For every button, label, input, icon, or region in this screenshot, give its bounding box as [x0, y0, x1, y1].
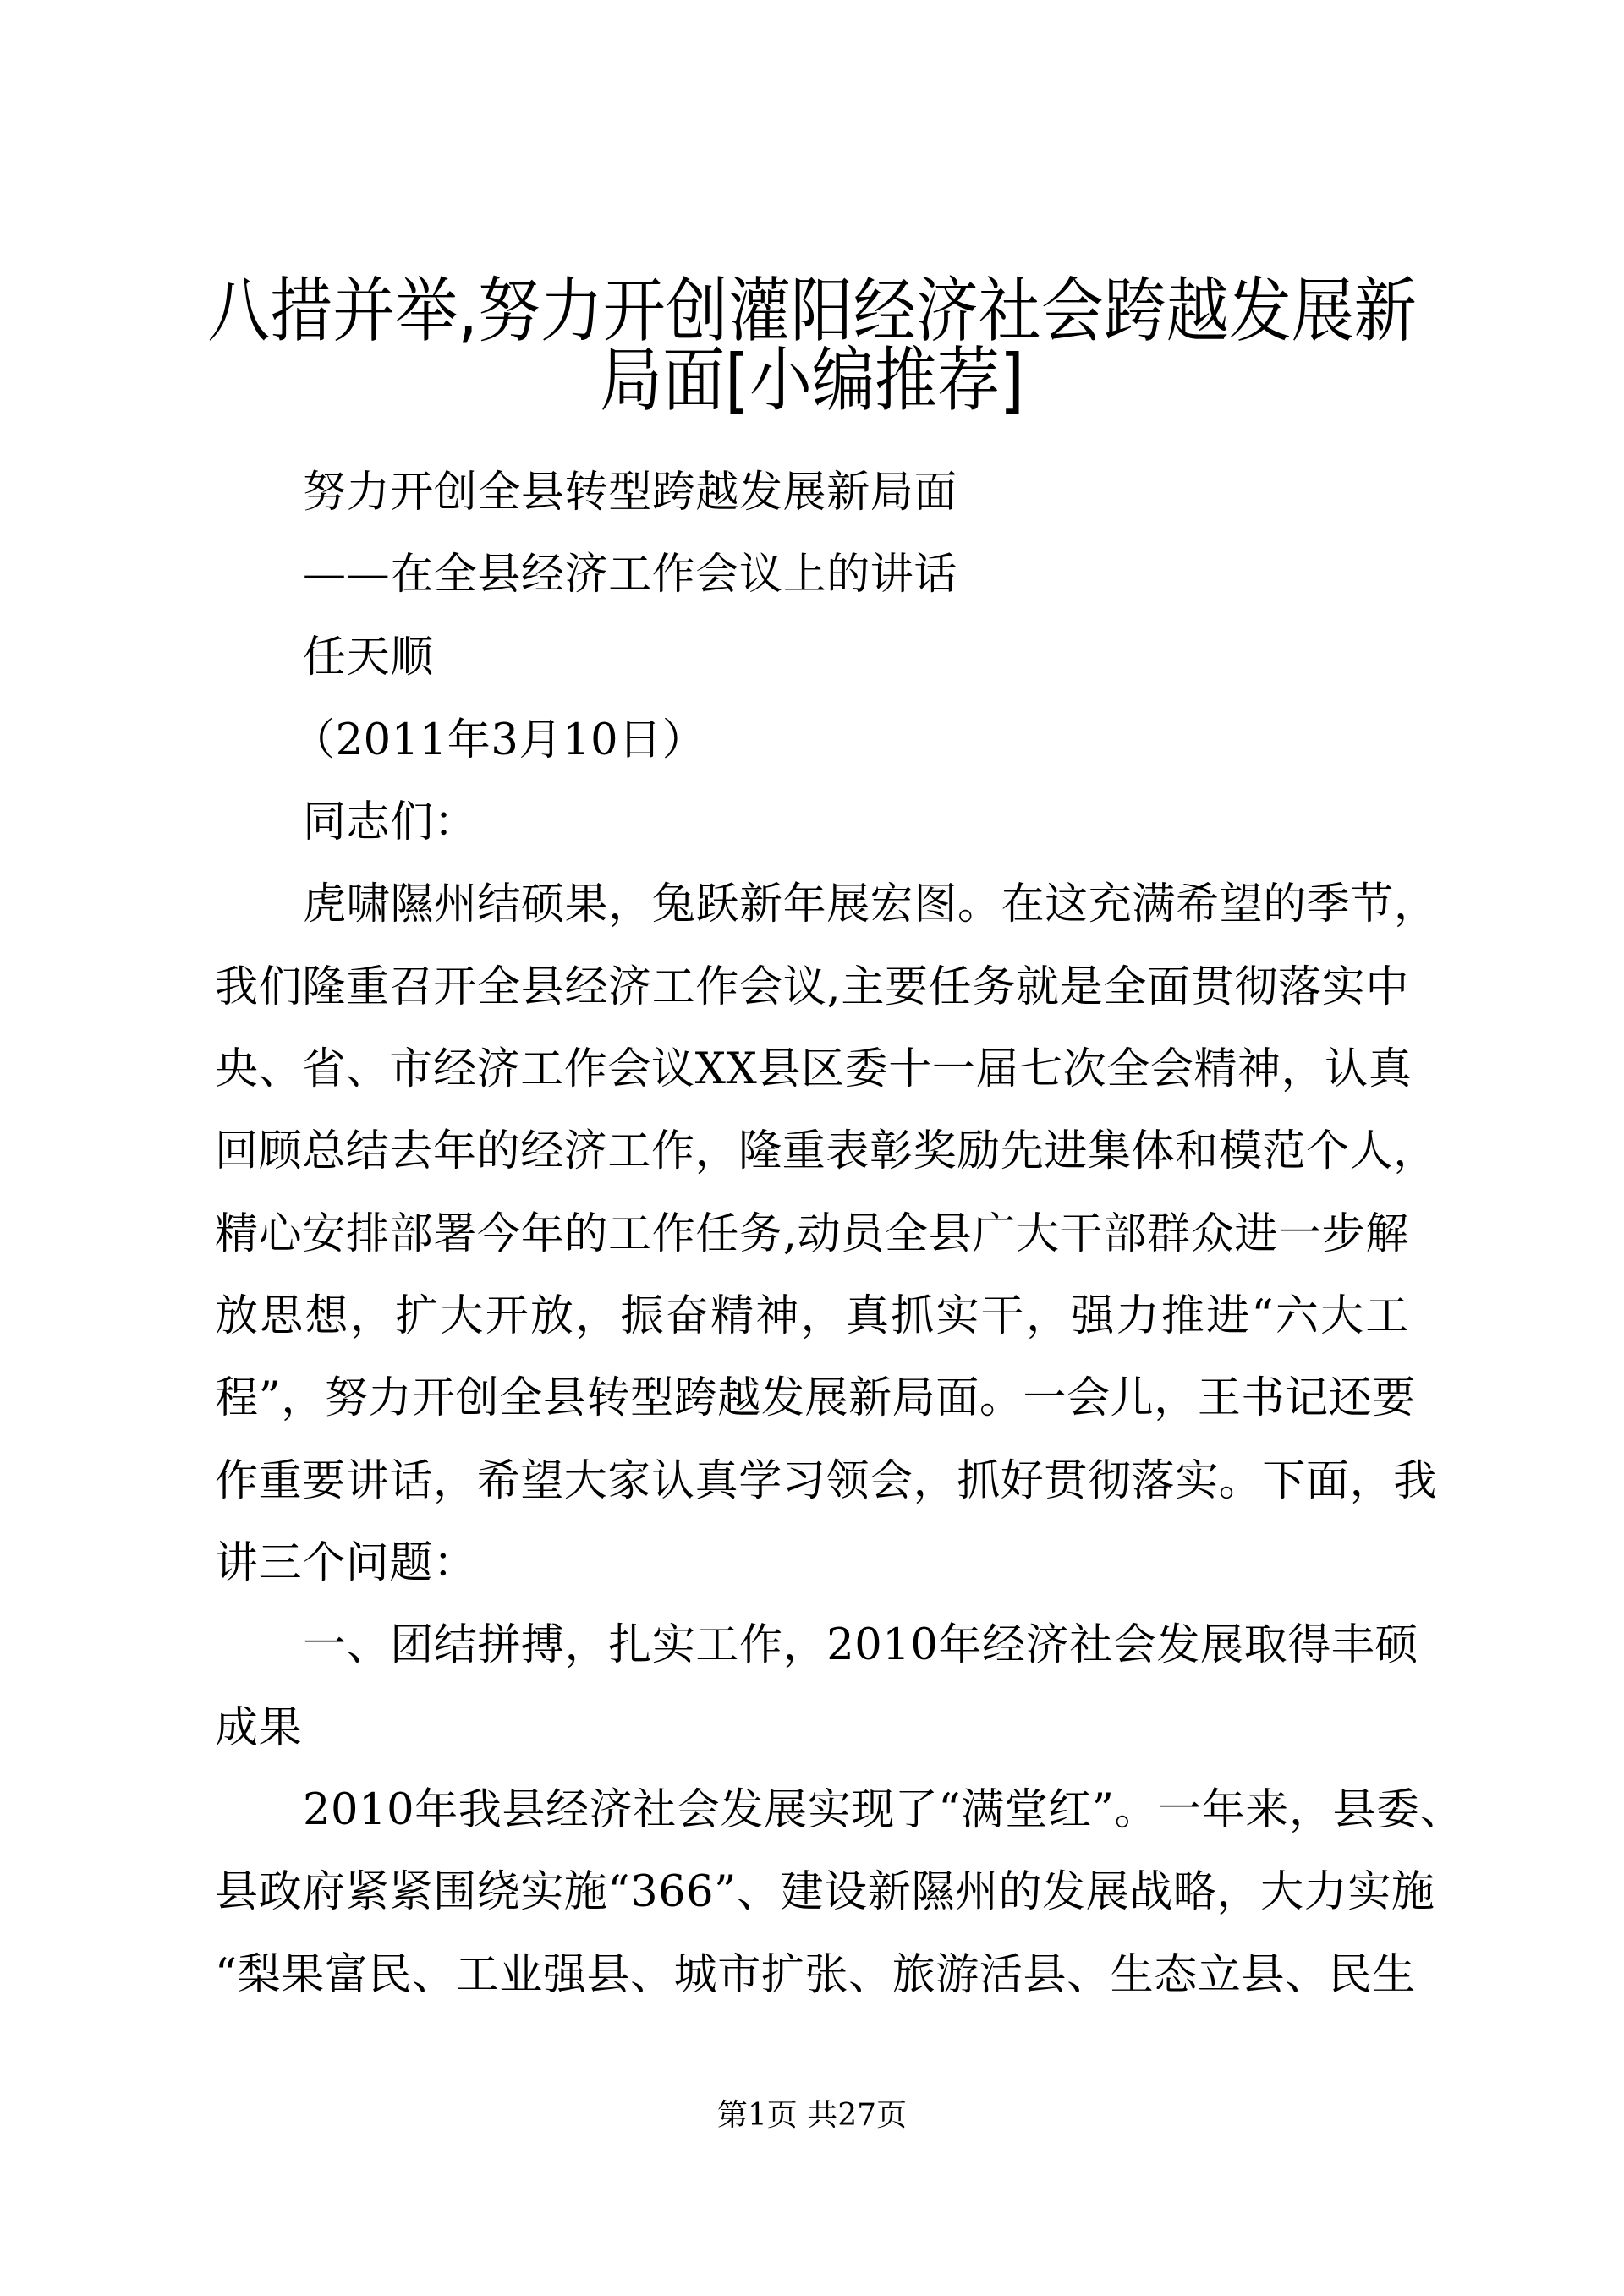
section-heading-continued: 成果 — [215, 1703, 303, 1753]
body-line: “梨果富民、工业强县、城市扩张、旅游活县、生态立县、民生 — [215, 1950, 1416, 2000]
speech-subtitle: ——在全县经济工作会议上的讲话 — [303, 550, 958, 600]
body-line: 2010年我县经济社会发展实现了“满堂红”。一年来，县委、 — [303, 1785, 1464, 1835]
body-line: 作重要讲话，希望大家认真学习领会，抓好贯彻落实。下面，我 — [215, 1456, 1437, 1506]
body-line: 放思想，扩大开放，振奋精神，真抓实干，强力推进“六大工 — [215, 1291, 1409, 1341]
author-name: 任天顺 — [303, 633, 434, 682]
section-heading: 一、团结拼搏，扎实工作，2010年经济社会发展取得丰硕 — [303, 1620, 1418, 1670]
body-line: 央、省、市经济工作会议XX县区委十一届七次全会精神，认真 — [215, 1044, 1413, 1094]
body-line: 讲三个问题： — [215, 1538, 477, 1588]
document-title-line-1: 八措并举,努力开创灌阳经济社会跨越发展新 — [207, 270, 1417, 353]
page-indicator: 第1页 共27页 — [716, 2098, 908, 2133]
body-line: 虎啸隰州结硕果，兔跃新年展宏图。在这充满希望的季节， — [303, 879, 1438, 929]
salutation: 同志们： — [303, 797, 478, 847]
document-title-line-2: 局面[小编推荐] — [600, 339, 1024, 422]
speech-title: 努力开创全县转型跨越发展新局面 — [303, 468, 958, 518]
body-line: 精心安排部署今年的工作任务,动员全县广大干部群众进一步解 — [215, 1209, 1409, 1259]
body-line: 程”，努力开创全县转型跨越发展新局面。一会儿，王书记还要 — [215, 1373, 1416, 1423]
body-line: 县政府紧紧围绕实施“366”、建设新隰州的发展战略，大力实施 — [215, 1867, 1435, 1917]
speech-date: （2011年3月10日） — [292, 715, 706, 765]
body-line: 回顾总结去年的经济工作，隆重表彰奖励先进集体和模范个人， — [215, 1126, 1437, 1176]
body-line: 我们隆重召开全县经济工作会议,主要任务就是全面贯彻落实中 — [215, 962, 1409, 1012]
